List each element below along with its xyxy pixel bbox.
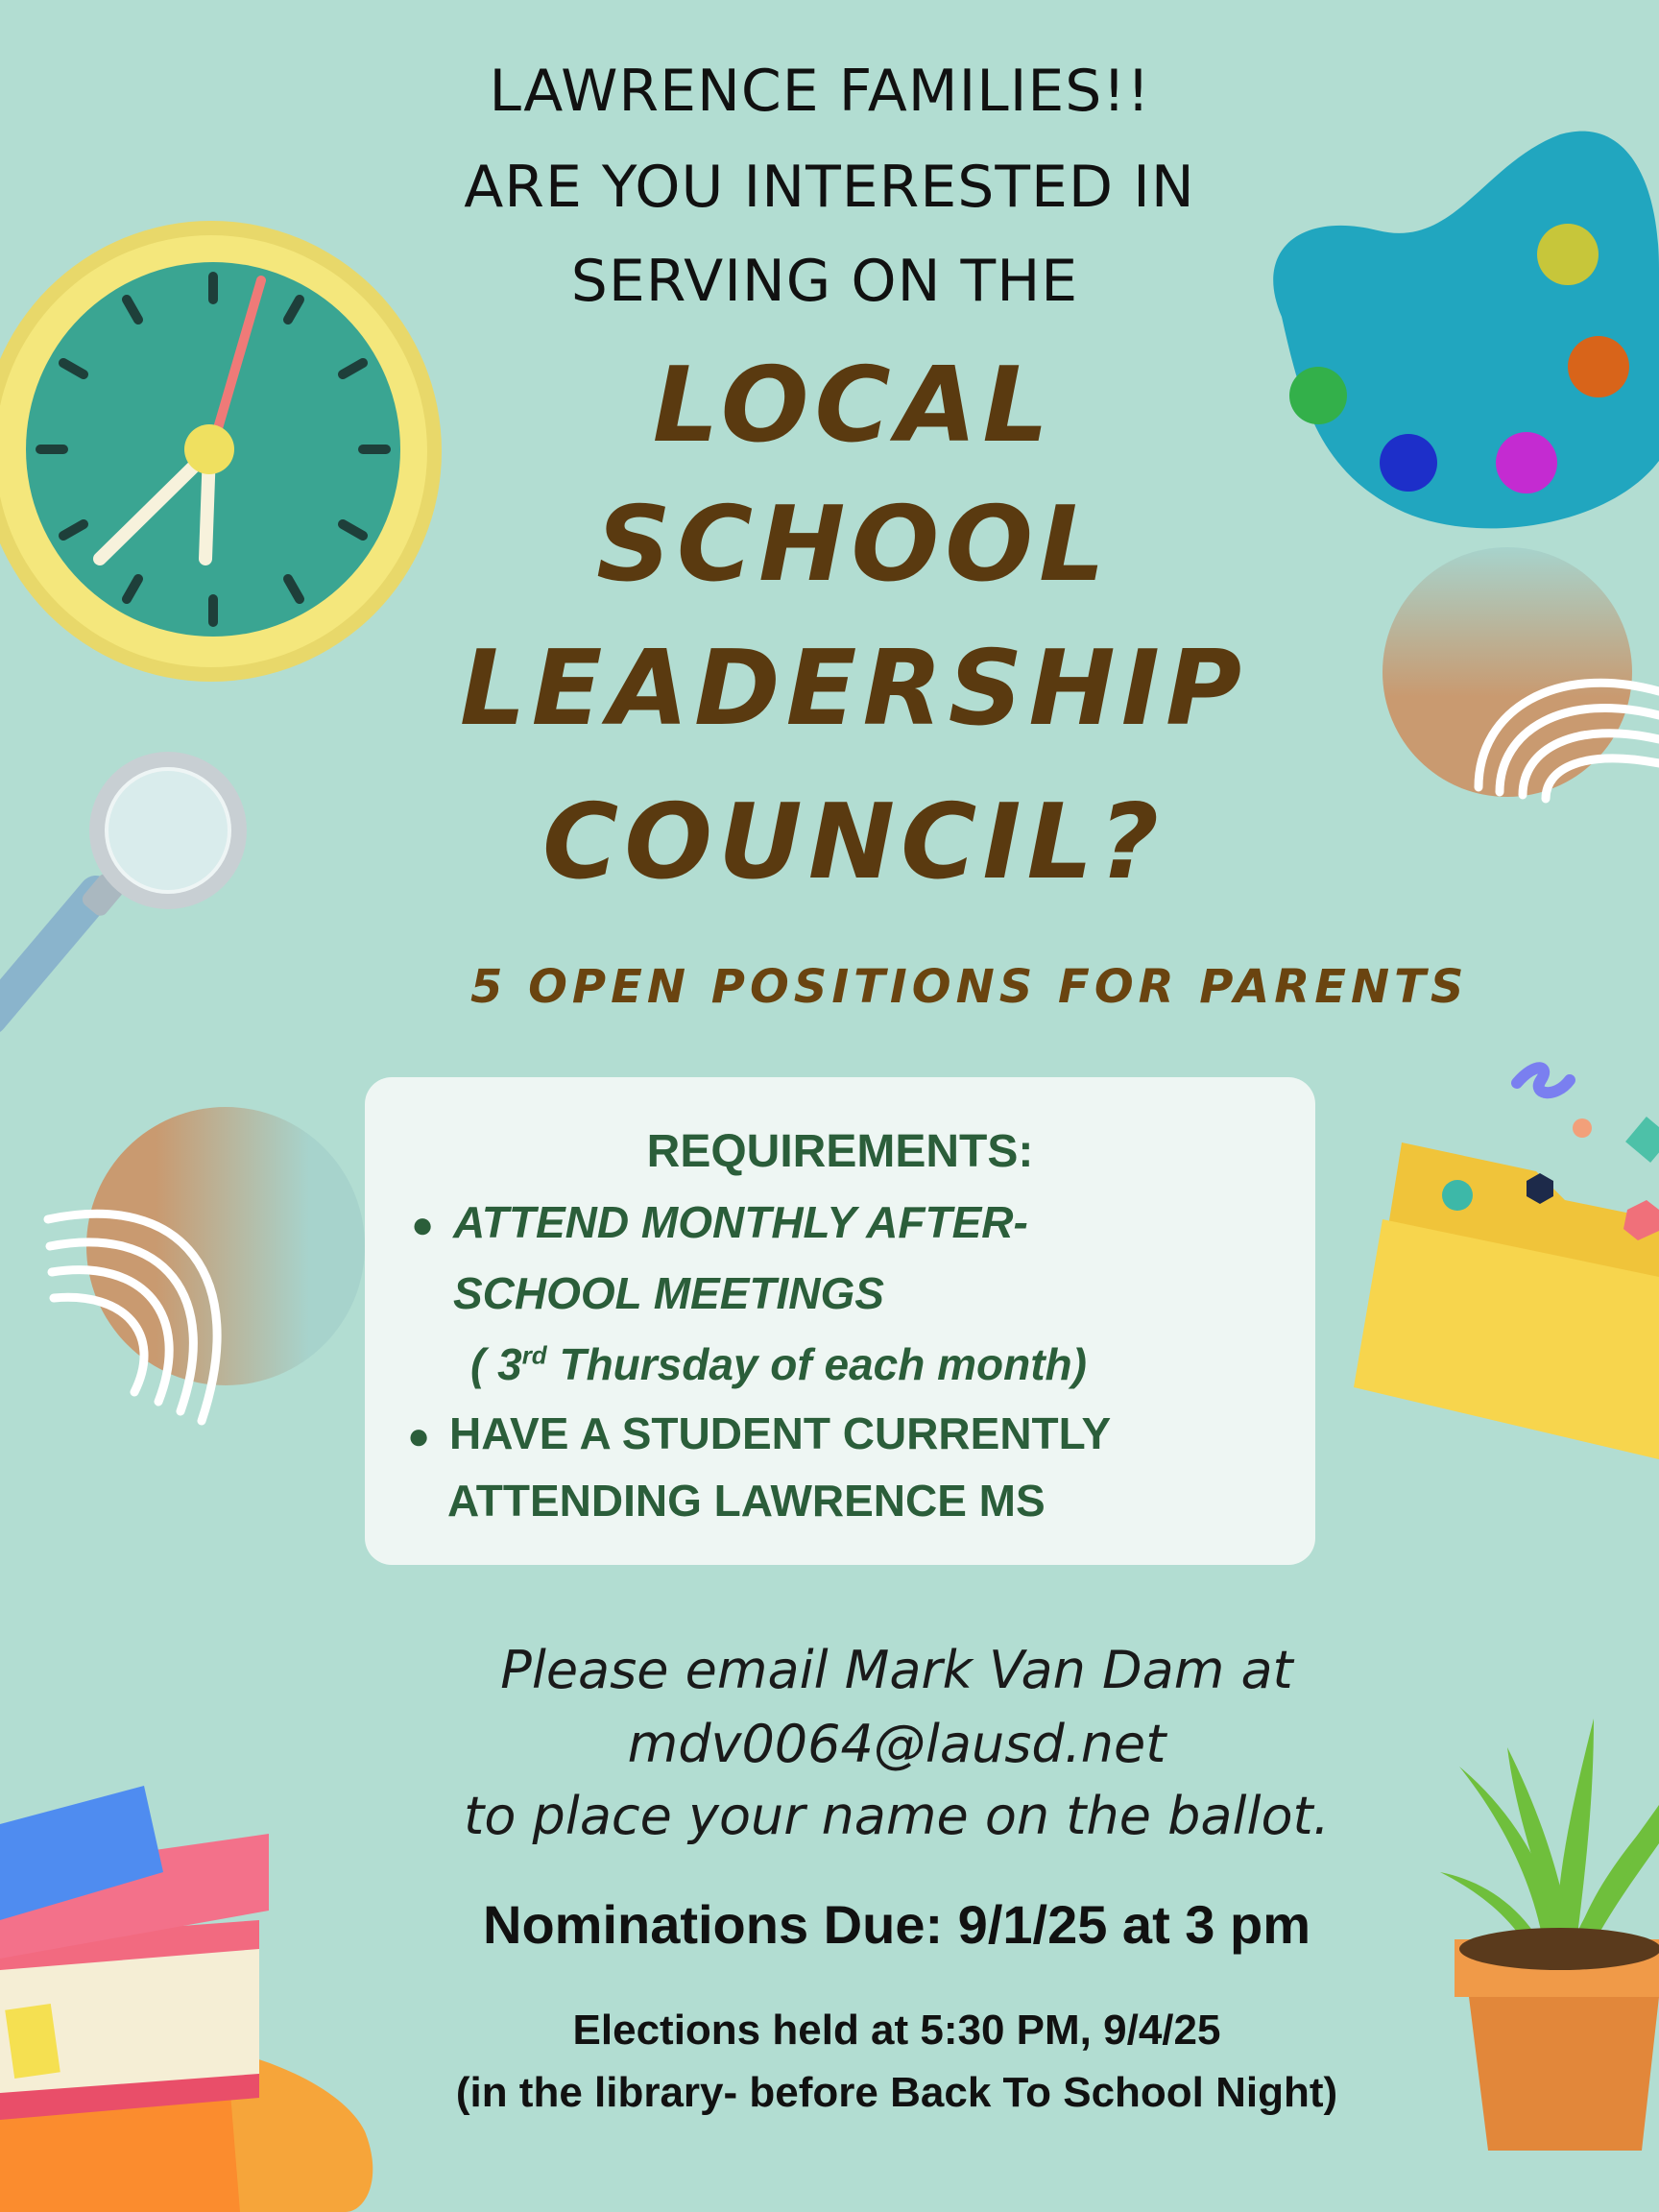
requirements-card: [365, 1077, 1315, 1565]
requirement-1-line-2: SCHOOL MEETINGS: [453, 1268, 884, 1318]
decorative-circle-arcs-left-icon: [38, 1104, 365, 1431]
requirement-2-line-1: HAVE A STUDENT CURRENTLY: [449, 1408, 1112, 1458]
intro-line-2: ARE YOU INTERESTED IN: [464, 154, 1195, 221]
contact-email: mdv0064@lausd.net: [627, 1714, 1166, 1774]
requirement-1-line-1: ATTEND MONTHLY AFTER-: [453, 1197, 1028, 1247]
contact-line-1: Please email Mark Van Dam at: [500, 1640, 1293, 1700]
requirement-bullet-2: ●: [407, 1415, 431, 1457]
requirements-heading: REQUIREMENTS:: [646, 1126, 1034, 1177]
nominations-due: Nominations Due: 9/1/25 at 3 pm: [483, 1894, 1310, 1955]
intro-line-1: LAWRENCE FAMILIES!!: [489, 58, 1151, 125]
title-line-council: COUNCIL?: [541, 782, 1166, 902]
requirement-bullet-1: ●: [411, 1204, 435, 1246]
elections-line-1: Elections held at 5:30 PM, 9/4/25: [572, 2007, 1221, 2054]
elections-line-2: (in the library- before Back To School Night): [455, 2069, 1338, 2116]
intro-line-3: SERVING ON THE: [570, 248, 1079, 315]
title-line-school: SCHOOL: [596, 485, 1111, 605]
requirement-2-line-2: ATTENDING LAWRENCE MS: [447, 1476, 1046, 1526]
title-line-local: LOCAL: [652, 346, 1055, 466]
folder-icon: [1344, 1056, 1659, 1469]
contact-line-3: to place your name on the ballot.: [464, 1786, 1330, 1846]
open-positions-subtitle: 5 OPEN POSITIONS FOR PARENTS: [470, 960, 1469, 1014]
requirement-1-line-3: ( 3rd Thursday of each month): [470, 1339, 1087, 1389]
title-line-leadership: LEADERSHIP: [459, 629, 1248, 749]
